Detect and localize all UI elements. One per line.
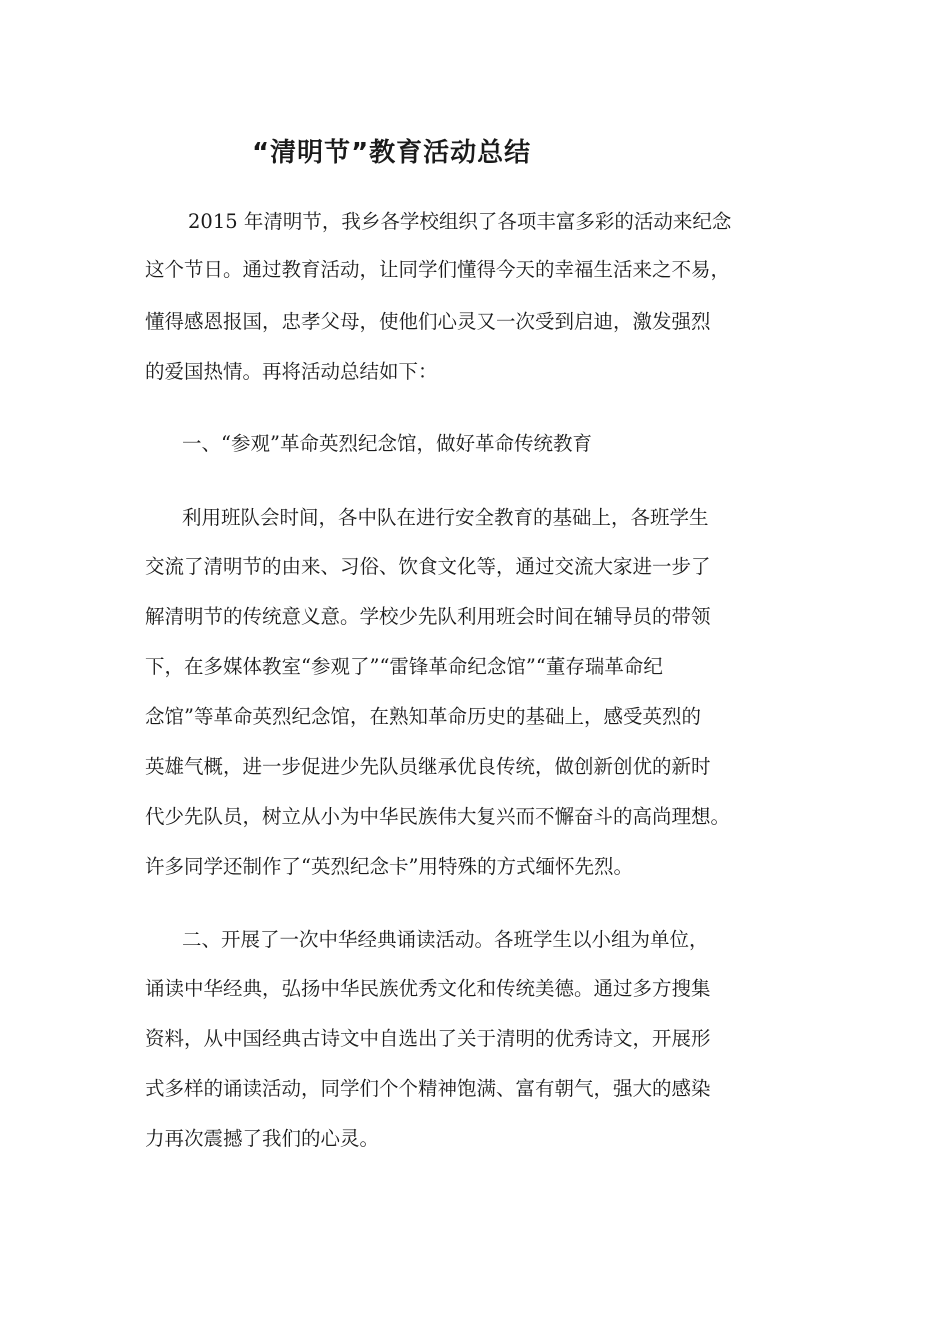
paragraph-3-line: 二、开展了一次中华经典诵读活动。各班学生以小组为单位， <box>182 928 709 951</box>
paragraph-3-line: 力再次震撼了我们的心灵。 <box>145 1127 380 1150</box>
paragraph-2-line: 利用班队会时间，各中队在进行安全教育的基础上，各班学生 <box>182 506 709 529</box>
section-1-heading: 一、“参观”革命英烈纪念馆，做好革命传统教育 <box>182 432 592 455</box>
paragraph-2-line: 代少先队员，树立从小为中华民族伟大复兴而不懈奋斗的高尚理想。 <box>145 805 731 828</box>
paragraph-1-line: 2015 年清明节，我乡各学校组织了各项丰富多彩的活动来纪念 <box>188 210 732 233</box>
paragraph-1-line: 懂得感恩报国，忠孝父母，使他们心灵又一次受到启迪，激发强烈 <box>145 310 711 333</box>
paragraph-2-line: 解清明节的传统意义意。学校少先队利用班会时间在辅导员的带领 <box>145 605 711 628</box>
paragraph-2-line: 英雄气概，进一步促进少先队员继承优良传统，做创新创优的新时 <box>145 755 711 778</box>
paragraph-1-line: 这个节日。通过教育活动，让同学们懂得今天的幸福生活来之不易， <box>145 258 731 281</box>
paragraph-2-line: 念馆”等革命英烈纪念馆，在熟知革命历史的基础上，感受英烈的 <box>145 705 701 728</box>
paragraph-3-line: 诵读中华经典，弘扬中华民族优秀文化和传统美德。通过多方搜集 <box>145 977 711 1000</box>
paragraph-2-line: 交流了清明节的由来、习俗、饮食文化等，通过交流大家进一步了 <box>145 555 711 578</box>
paragraph-3-line: 式多样的诵读活动，同学们个个精神饱满、富有朝气，强大的感染 <box>145 1077 711 1100</box>
paragraph-3-line: 资料，从中国经典古诗文中自选出了关于清明的优秀诗文，开展形 <box>145 1027 711 1050</box>
paragraph-2-line: 许多同学还制作了“英烈纪念卡”用特殊的方式缅怀先烈。 <box>145 855 633 878</box>
paragraph-2-line: 下，在多媒体教室“参观了”“雷锋革命纪念馆”“董存瑞革命纪 <box>145 655 663 678</box>
document-title: “清明节”教育活动总结 <box>252 138 532 168</box>
paragraph-1-line: 的爱国热情。再将活动总结如下： <box>145 360 438 383</box>
